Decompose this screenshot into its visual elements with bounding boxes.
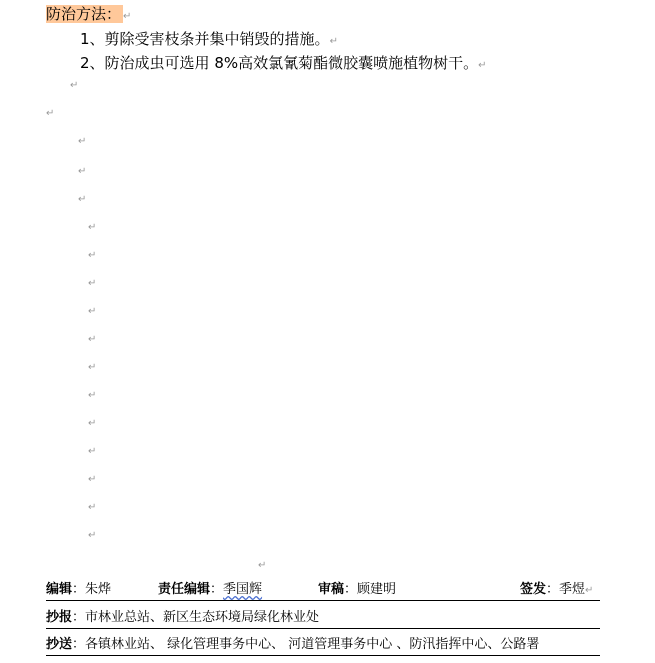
paragraph-mark: ↵ (329, 36, 338, 47)
paragraph-mark: ↵ (88, 250, 97, 261)
divider (46, 600, 600, 601)
paragraph-mark: ↵ (88, 530, 97, 541)
issuer-field: 签发：季煜↵ (520, 582, 594, 597)
reviewer-field: 审稿：顾建明 (318, 582, 397, 597)
paragraph-mark: ↵ (46, 108, 55, 119)
copy-to-label: 抄送 (46, 637, 73, 652)
paragraph-mark: ↵ (88, 362, 97, 373)
paragraph-mark: ↵ (70, 80, 79, 91)
paragraph-mark: ↵ (78, 194, 87, 205)
paragraph-mark: ↵ (88, 502, 97, 513)
paragraph-mark: ↵ (123, 11, 132, 22)
chief-editor-field: 责任编辑：季国辉 (158, 582, 263, 597)
item-text: 剪除受害枝条并集中销毁的措施。 (104, 30, 330, 48)
paragraph-mark: ↵ (88, 390, 97, 401)
paragraph-mark: ↵ (88, 418, 97, 429)
report-to-row: 抄报：市林业总站、新区生态环境局绿化林业处 (46, 610, 320, 625)
item-text: 防治成虫可选用 8%高效氯氰菊酯微胶囊喷施植物树干。 (104, 54, 479, 72)
list-item (80, 29, 338, 52)
editor-field: 编辑：朱烨 (46, 582, 112, 597)
paragraph-mark: ↵ (88, 222, 97, 233)
report-to-label: 抄报 (46, 610, 73, 625)
paragraph-mark: ↵ (258, 560, 267, 571)
section-heading (46, 4, 131, 24)
divider (46, 655, 600, 656)
copy-to-row: 抄送：各镇林业站、 绿化管理事务中心、 河道管理事务中心 、防汛指挥中心、公路署 (46, 637, 540, 652)
heading-label: 防治方法： (46, 5, 122, 23)
paragraph-mark: ↵ (88, 306, 97, 317)
paragraph-mark: ↵ (78, 166, 87, 177)
paragraph-mark: ↵ (88, 474, 97, 485)
divider (46, 628, 600, 629)
paragraph-mark: ↵ (78, 136, 87, 147)
report-to-text: 市林业总站、新区生态环境局绿化林业处 (85, 610, 320, 625)
copy-to-text: 各镇林业站、 绿化管理事务中心、 河道管理事务中心 、防汛指挥中心、公路署 (85, 637, 540, 652)
paragraph-mark: ↵ (88, 334, 97, 345)
paragraph-mark: ↵ (88, 278, 97, 289)
paragraph-mark: ↵ (88, 446, 97, 457)
paragraph-mark: ↵ (478, 60, 487, 71)
list-item (80, 53, 487, 76)
item-number: 1、 (80, 30, 105, 48)
item-number: 2、 (80, 54, 105, 72)
